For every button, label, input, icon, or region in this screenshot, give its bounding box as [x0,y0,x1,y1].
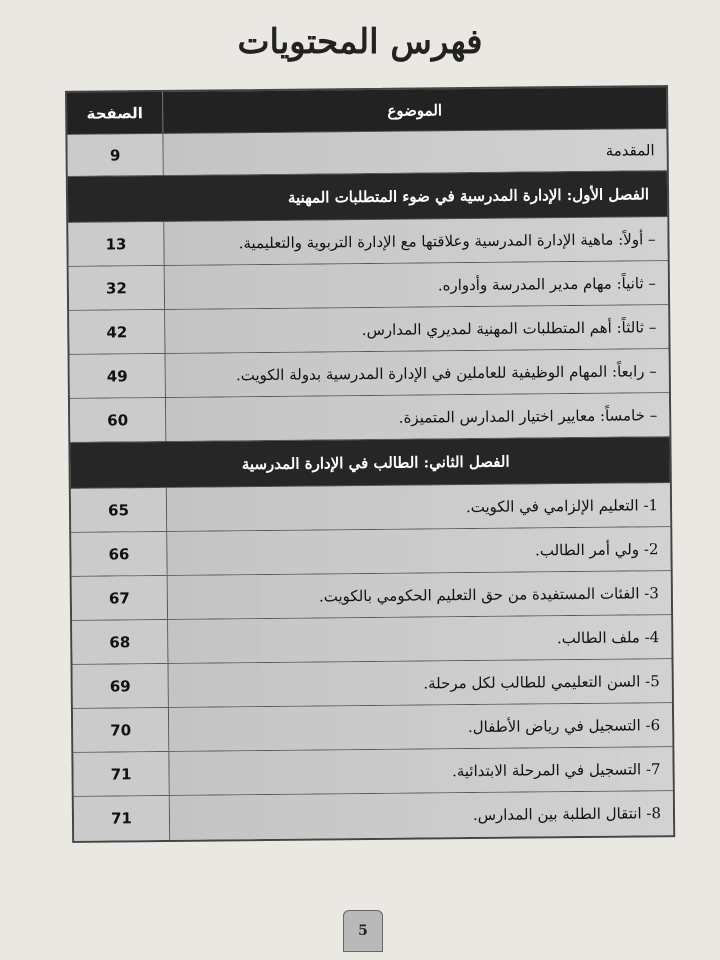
row-topic: 6- التسجيل في رياض الأطفال. [169,703,672,751]
table-of-contents [65,85,675,843]
page-number: 5 [358,923,368,939]
page-number-tab [343,910,383,952]
topic-column-header: الموضوع [387,100,443,120]
table-row [73,703,672,753]
row-topic: – خامساً: معايير اختيار المدارس المتميزة. [166,393,669,441]
intro-page-number: 9 [67,134,163,176]
row-page-number: 69 [73,664,169,708]
table-row [71,483,670,533]
row-page-number: 13 [68,222,164,266]
table-row [72,571,671,621]
table-header-row [67,87,666,135]
table-row [68,217,667,267]
row-topic: – رابعاً: المهام الوظيفية للعاملين في الإدارة المدرسية بدولة الكويت. [166,349,669,397]
row-topic: 3- الفئات المستفيدة من حق التعليم الحكومي بالكويت. [168,571,671,619]
page-column-header: الصفحة [67,92,163,134]
row-topic: 1- التعليم الإلزامي في الكويت. [167,483,670,531]
row-page-number: 32 [69,266,165,310]
row-topic: 7- التسجيل في المرحلة الابتدائية. [169,747,672,795]
row-page-number: 70 [73,708,169,752]
row-topic: 4- ملف الطالب. [168,615,671,663]
row-page-number: 68 [72,620,168,664]
row-topic: – ثالثاً: أهم المتطلبات المهنية لمديري المدارس. [165,305,668,353]
intro-topic: المقدمة [163,129,666,175]
row-page-number: 49 [70,354,166,398]
row-page-number: 71 [74,796,170,841]
row-topic: 8- انتقال الطلبة بين المدارس. [170,791,673,840]
table-row [69,261,668,311]
table-row [70,349,669,399]
row-topic: – أولاً: ماهية الإدارة المدرسية وعلاقتها مع الإدارة التربوية والتعليمية. [164,217,667,265]
table-row [72,615,671,665]
row-page-number: 66 [71,532,167,576]
row-page-number: 65 [71,488,167,532]
chapter-2-title: الفصل الثاني: الطالب في الإدارة المدرسية [241,452,510,473]
row-page-number: 67 [72,576,168,620]
table-row [71,527,670,577]
row-page-number: 60 [70,398,166,442]
table-row [73,659,672,709]
table-row-intro [67,129,666,177]
chapter-1-title: الفصل الأول: الإدارة المدرسية في ضوء المتطلبات المهنية [287,184,650,207]
row-page-number: 42 [69,310,165,354]
chapter-heading-2 [70,437,669,489]
page-title: فهرس المحتويات [237,22,483,62]
table-row [70,393,669,443]
row-topic: 2- ولي أمر الطالب. [167,527,670,575]
row-page-number: 71 [73,752,169,796]
row-topic: – ثانياً: مهام مدير المدرسة وأدواره. [165,261,668,309]
chapter-heading-1 [68,171,667,223]
table-row [73,747,672,797]
table-row [69,305,668,355]
row-topic: 5- السن التعليمي للطالب لكل مرحلة. [169,659,672,707]
table-row [74,791,673,841]
